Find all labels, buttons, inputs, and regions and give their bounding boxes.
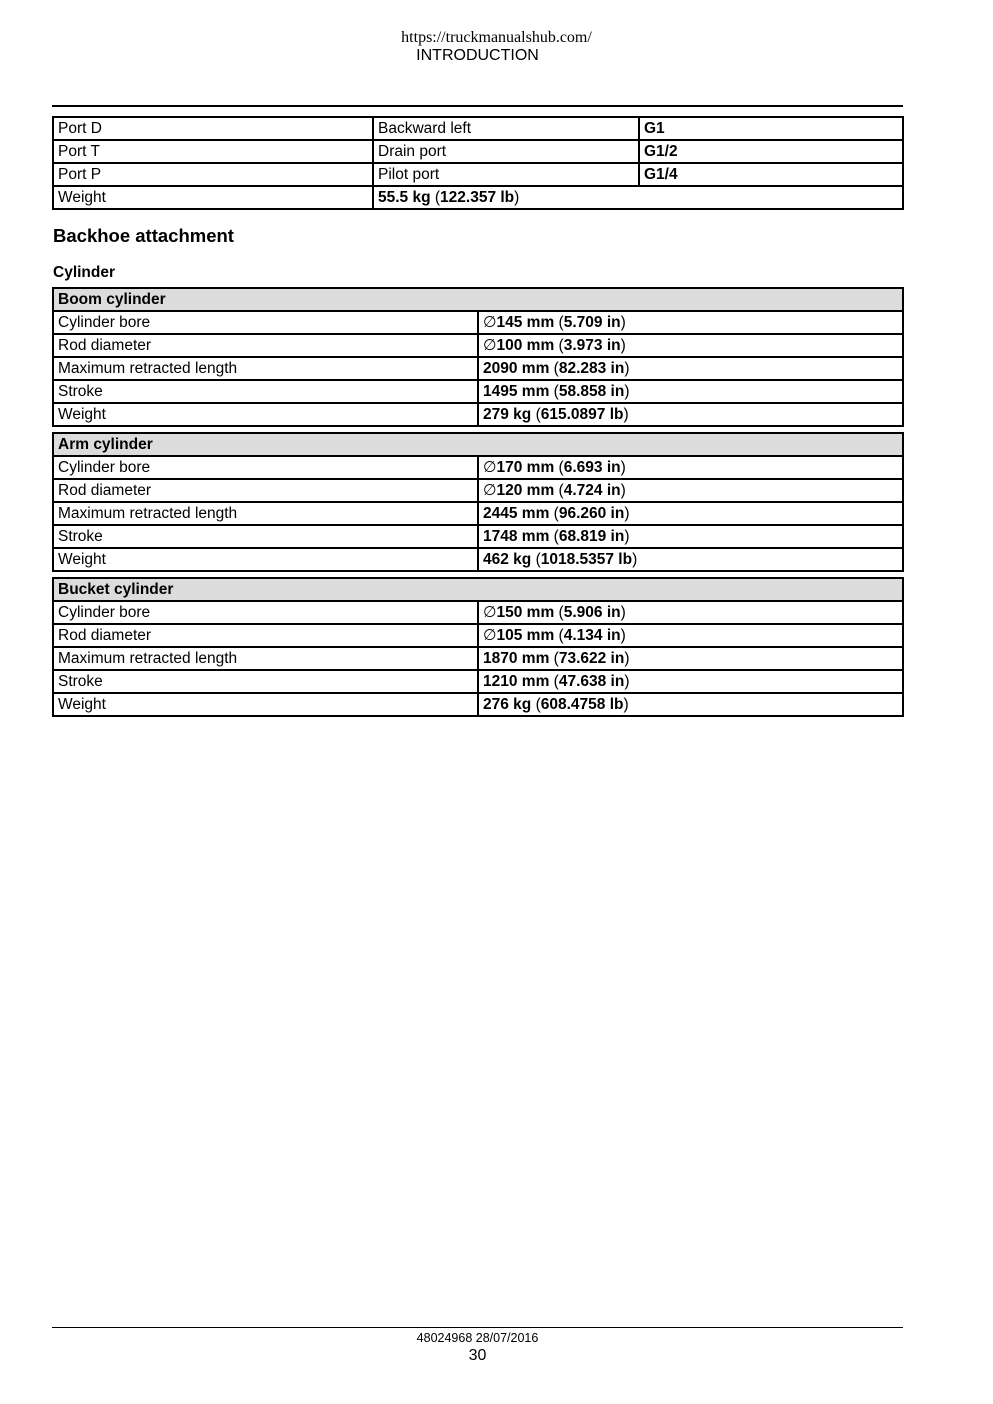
- spec-value: 1210 mm (47.638 in): [478, 670, 903, 693]
- table-row: [53, 624, 903, 647]
- port-value: G1/4: [639, 163, 903, 186]
- spec-label: Stroke: [53, 380, 478, 403]
- cylinder-title: Boom cylinder: [53, 288, 903, 311]
- table-row: [53, 502, 903, 525]
- spec-value: 1870 mm (73.622 in): [478, 647, 903, 670]
- port-description: Drain port: [373, 140, 639, 163]
- spec-value: 1495 mm (58.858 in): [478, 380, 903, 403]
- spec-label: Stroke: [53, 525, 478, 548]
- footer-rule: [52, 1327, 903, 1328]
- table-header-row: [53, 433, 903, 456]
- spec-value: ∅170 mm (6.693 in): [478, 456, 903, 479]
- table-row: [53, 140, 903, 163]
- ports-table: [52, 116, 904, 210]
- diameter-icon: ∅: [483, 626, 497, 644]
- spec-label: Maximum retracted length: [53, 502, 478, 525]
- source-url[interactable]: https://truckmanualshub.com/: [401, 29, 592, 46]
- spec-value: ∅120 mm (4.724 in): [478, 479, 903, 502]
- table-row: [53, 163, 903, 186]
- spec-label: Rod diameter: [53, 624, 478, 647]
- spec-label: Maximum retracted length: [53, 357, 478, 380]
- spec-value: 2090 mm (82.283 in): [478, 357, 903, 380]
- table-row: [53, 186, 903, 209]
- table-header-row: [53, 288, 903, 311]
- spec-value: ∅150 mm (5.906 in): [478, 601, 903, 624]
- spec-label: Rod diameter: [53, 479, 478, 502]
- diameter-icon: ∅: [483, 336, 497, 354]
- spec-value: 1748 mm (68.819 in): [478, 525, 903, 548]
- section-heading: Backhoe attachment: [53, 225, 234, 246]
- header-rule: [52, 105, 903, 107]
- port-value: G1: [639, 117, 903, 140]
- port-value: G1/2: [639, 140, 903, 163]
- spec-label: Weight: [53, 403, 478, 426]
- table-row: [53, 601, 903, 624]
- port-label: Port D: [53, 117, 373, 140]
- spec-label: Maximum retracted length: [53, 647, 478, 670]
- diameter-icon: ∅: [483, 313, 497, 331]
- table-row: [53, 403, 903, 426]
- table-row: [53, 380, 903, 403]
- section-title: INTRODUCTION: [416, 47, 539, 64]
- table-row: [53, 548, 903, 571]
- weight-label: Weight: [53, 186, 373, 209]
- spec-label: Cylinder bore: [53, 601, 478, 624]
- diameter-icon: ∅: [483, 458, 497, 476]
- bucket-cylinder-table: [52, 577, 904, 717]
- spec-value: 279 kg (615.0897 lb): [478, 403, 903, 426]
- spec-value: 276 kg (608.4758 lb): [478, 693, 903, 716]
- cylinder-title: Arm cylinder: [53, 433, 903, 456]
- port-label: Port P: [53, 163, 373, 186]
- diameter-icon: ∅: [483, 481, 497, 499]
- spec-value: ∅105 mm (4.134 in): [478, 624, 903, 647]
- boom-cylinder-table: [52, 287, 904, 427]
- table-row: [53, 117, 903, 140]
- spec-label: Cylinder bore: [53, 311, 478, 334]
- table-row: [53, 693, 903, 716]
- table-row: [53, 357, 903, 380]
- document-id: 48024968 28/07/2016: [416, 1331, 539, 1345]
- spec-label: Stroke: [53, 670, 478, 693]
- table-row: [53, 670, 903, 693]
- table-row: [53, 311, 903, 334]
- spec-value: 2445 mm (96.260 in): [478, 502, 903, 525]
- spec-label: Rod diameter: [53, 334, 478, 357]
- port-description: Pilot port: [373, 163, 639, 186]
- port-description: Backward left: [373, 117, 639, 140]
- table-row: [53, 525, 903, 548]
- weight-value: 55.5 kg (122.357 lb): [373, 186, 903, 209]
- spec-value: ∅100 mm (3.973 in): [478, 334, 903, 357]
- spec-value: ∅145 mm (5.709 in): [478, 311, 903, 334]
- table-row: [53, 334, 903, 357]
- spec-label: Weight: [53, 548, 478, 571]
- spec-value: 462 kg (1018.5357 lb): [478, 548, 903, 571]
- diameter-icon: ∅: [483, 603, 497, 621]
- subsection-heading: Cylinder: [53, 264, 116, 281]
- table-header-row: [53, 578, 903, 601]
- cylinder-title: Bucket cylinder: [53, 578, 903, 601]
- spec-label: Cylinder bore: [53, 456, 478, 479]
- port-label: Port T: [53, 140, 373, 163]
- table-row: [53, 456, 903, 479]
- page-number: 30: [468, 1347, 487, 1364]
- table-row: [53, 647, 903, 670]
- arm-cylinder-table: [52, 432, 904, 572]
- table-row: [53, 479, 903, 502]
- spec-label: Weight: [53, 693, 478, 716]
